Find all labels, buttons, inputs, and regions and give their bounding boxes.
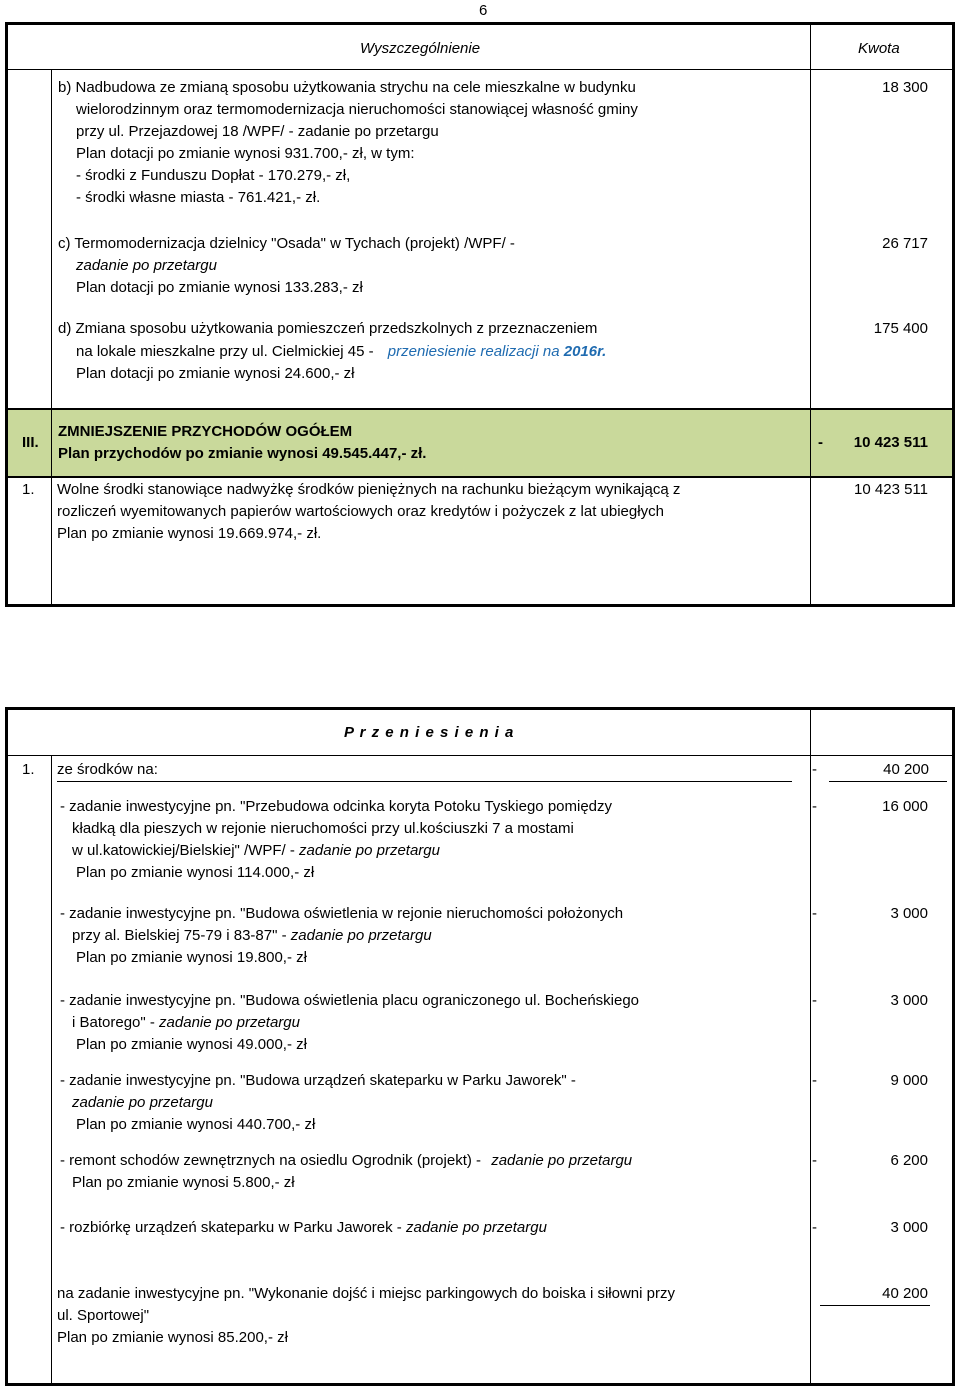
- transfer-item-line: Plan po zmianie wynosi 5.800,- zł: [72, 1174, 295, 1191]
- section-3-item-num: 1.: [22, 481, 35, 498]
- item-d-line: na lokale mieszkalne przy ul. Cielmickiej 45 - przeniesienie realizacji na 2016r.: [76, 343, 607, 360]
- item-b-line: przy ul. Przejazdowej 18 /WPF/ - zadanie po przetargu: [76, 123, 439, 140]
- transfer-item-line: i Batorego" - zadanie po przetargu: [72, 1014, 300, 1031]
- section-3-item-line: Plan po zmianie wynosi 19.669.974,- zł.: [57, 525, 322, 542]
- item-c-line: zadanie po przetargu: [76, 257, 217, 274]
- item-c-line: Plan dotacji po zmianie wynosi 133.283,- zł: [76, 279, 363, 296]
- section-3-subtitle: Plan przychodów po zmianie wynosi 49.545.447,- zł.: [58, 445, 427, 462]
- transfer-destination-line: Plan po zmianie wynosi 85.200,- zł: [57, 1329, 288, 1346]
- transfer-item-sign: -: [812, 905, 817, 922]
- transfer-item-sign: -: [812, 992, 817, 1009]
- transfers-from-label: ze środków na:: [57, 759, 792, 782]
- transfer-item-sign: -: [812, 798, 817, 815]
- transfers-title: P r z e n i e s i e n i a: [344, 724, 515, 741]
- transfers-num: 1.: [22, 761, 35, 778]
- transfer-item-amount: 3 000: [890, 992, 928, 1009]
- section-3-item-amount: 10 423 511: [854, 481, 928, 498]
- transfer-item-line: w ul.katowickiej/Bielskiej" /WPF/ - zadanie po przetargu: [72, 842, 440, 859]
- item-d-line: Plan dotacji po zmianie wynosi 24.600,- zł: [76, 365, 355, 382]
- transfer-item-amount: 3 000: [890, 1219, 928, 1236]
- column-header-amount: Kwota: [858, 40, 900, 57]
- transfer-item-line: Plan po zmianie wynosi 49.000,- zł: [76, 1036, 307, 1053]
- section-3-item-line: Wolne środki stanowiące nadwyżkę środków pieniężnych na rachunku bieżącym wynikającą z: [57, 481, 681, 498]
- item-b-amount: 18 300: [882, 79, 928, 96]
- transfer-item-amount: 6 200: [890, 1152, 928, 1169]
- item-b-line: Plan dotacji po zmianie wynosi 931.700,- zł, w tym:: [76, 145, 415, 162]
- transfer-item-line: - zadanie inwestycyjne pn. "Budowa urządzeń skateparku w Parku Jaworek" -: [60, 1072, 576, 1089]
- item-b-line: b) Nadbudowa ze zmianą sposobu użytkowania strychu na cele mieszkalne w budynku: [58, 79, 636, 96]
- transfer-item-sign: -: [812, 1152, 817, 1169]
- transfer-item-line: Plan po zmianie wynosi 440.700,- zł: [76, 1116, 316, 1133]
- item-d-amount: 175 400: [873, 320, 928, 337]
- transfer-destination-line: ul. Sportowej": [57, 1307, 150, 1324]
- transfer-item-line: - zadanie inwestycyjne pn. "Budowa oświetlenia w rejonie nieruchomości położonych: [60, 905, 624, 922]
- transfer-item-line: Plan po zmianie wynosi 19.800,- zł: [76, 949, 307, 966]
- column-header-specification: Wyszczególnienie: [360, 40, 481, 57]
- transfers-from-sign: -: [812, 761, 817, 778]
- transfer-item-line: przy al. Bielskiej 75-79 i 83-87" - zadanie po przetargu: [72, 927, 432, 944]
- item-d-line: d) Zmiana sposobu użytkowania pomieszczeń przedszkolnych z przeznaczeniem: [58, 320, 598, 337]
- item-c-amount: 26 717: [882, 235, 928, 252]
- item-b-line: - środki z Funduszu Dopłat - 170.279,- zł,: [76, 167, 351, 184]
- transfer-item-line: - rozbiórkę urządzeń skateparku w Parku Jaworek - zadanie po przetargu: [60, 1219, 547, 1236]
- transfer-destination-amount: 40 200: [820, 1283, 930, 1306]
- item-c-line: c) Termomodernizacja dzielnicy "Osada" w Tychach (projekt) /WPF/ -: [58, 235, 515, 252]
- item-b-line: wielorodzinnym oraz termomodernizacja nieruchomości stanowiącej własność gminy: [76, 101, 638, 118]
- transfer-item-line: zadanie po przetargu: [72, 1094, 213, 1111]
- transfer-destination-line: na zadanie inwestycyjne pn. "Wykonanie dojść i miejsc parkingowych do boiska i siłowni przy: [57, 1285, 675, 1302]
- transfer-item-sign: -: [812, 1072, 817, 1089]
- transfer-item-line: - zadanie inwestycyjne pn. "Przebudowa odcinka koryta Potoku Tyskiego pomiędzy: [60, 798, 613, 815]
- transfer-item-amount: 3 000: [890, 905, 928, 922]
- transfer-item-sign: -: [812, 1219, 817, 1236]
- section-3-roman: III.: [22, 434, 39, 451]
- transfer-item-line: Plan po zmianie wynosi 114.000,- zł: [76, 864, 315, 881]
- transfer-item-amount: 9 000: [890, 1072, 928, 1089]
- transfers-from-amount: 40 200: [829, 759, 947, 782]
- transfer-item-line: - remont schodów zewnętrznych na osiedlu Ogrodnik (projekt) - zadanie po przetargu: [60, 1152, 633, 1169]
- transfer-item-line: - zadanie inwestycyjne pn. "Budowa oświetlenia placu ograniczonego ul. Bocheńskiego: [60, 992, 640, 1009]
- transfer-item-line: kładką dla pieszych w rejonie nieruchomości przy ul.kościuszki 7 a mostami: [72, 820, 574, 837]
- transfer-item-amount: 16 000: [882, 798, 928, 815]
- section-3-amount: 10 423 511: [853, 434, 928, 451]
- item-b-line: - środki własne miasta - 761.421,- zł.: [76, 189, 321, 206]
- section-3-title: ZMNIEJSZENIE PRZYCHODÓW OGÓŁEM: [58, 423, 353, 440]
- section-3-sign: -: [818, 434, 823, 451]
- page-number: 6: [479, 2, 488, 19]
- section-3-item-line: rozliczeń wyemitowanych papierów wartościowych oraz kredytów i pożyczek z lat ubiegłych: [57, 503, 664, 520]
